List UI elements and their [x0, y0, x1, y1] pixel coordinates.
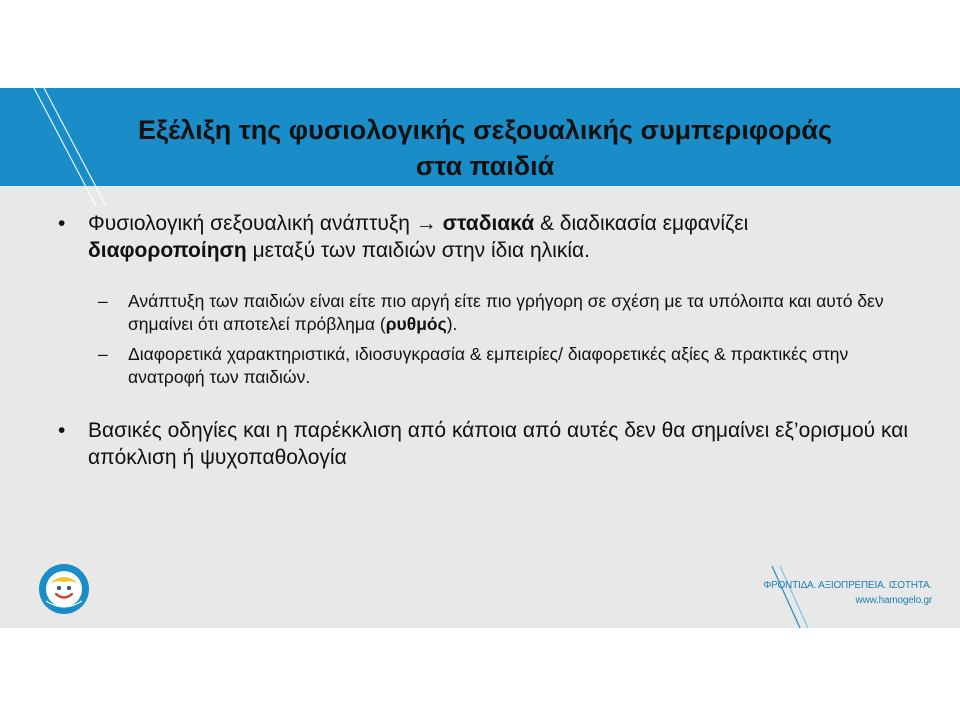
sub-bullet-text: Διαφορετικά χαρακτηριστικά, ιδιοσυγκρασία & εμπειρίες/ διαφορετικές αξίες & πρακτικές στην ανατροφή των παιδιών.	[128, 344, 849, 387]
hamogelo-logo-icon	[38, 563, 90, 615]
bullet-text: Βασικές οδηγίες και η παρέκκλιση από κάποια από αυτές δεν θα σημαίνει εξ’ορισμού και απόκλιση ή ψυχοπαθολογία	[88, 419, 908, 469]
bullet-mark: •	[58, 419, 66, 442]
slide	[0, 88, 960, 628]
sub-bullet-mark: –	[98, 291, 108, 311]
title-line-1: Εξέλιξη της φυσιολογικής σεξουαλικής συμπεριφοράς	[137, 115, 833, 145]
bold-term: διαφοροποίηση	[88, 239, 247, 262]
sub-bullet-item	[98, 343, 908, 389]
bullet-text: & διαδικασία εμφανίζει	[534, 212, 749, 235]
title-line-2: στα παιδιά	[415, 151, 555, 181]
footer-url: www.hamogelo.gr	[855, 595, 932, 606]
footer-text	[763, 578, 932, 608]
bullet-mark: •	[58, 212, 66, 235]
sub-bullet-text: ).	[446, 314, 458, 334]
bullet-text: Φυσιολογική σεξουαλική ανάπτυξη	[88, 212, 416, 235]
bullet-item	[58, 210, 908, 264]
slide-title	[0, 112, 960, 184]
slide-content	[58, 210, 908, 471]
bullet-text: μεταξύ των παιδιών στην ίδια ηλικία.	[246, 239, 590, 262]
bullet-item	[58, 417, 908, 471]
sub-bullet-item	[98, 290, 908, 336]
bold-term: σταδιακά	[442, 212, 535, 235]
bold-term: ρυθμός	[385, 314, 447, 334]
footer-tagline: ΦΡΟΝΤΙΔΑ. ΑΞΙΟΠΡΕΠΕΙΑ. ΙΣΟΤΗΤΑ.	[763, 580, 932, 591]
arrow-icon: →	[415, 212, 437, 235]
sub-bullet-mark: –	[98, 344, 108, 364]
sub-bullet-text: Ανάπτυξη των παιδιών είναι είτε πιο αργή είτε πιο γρήγορη σε σχέση με τα υπόλοιπα και αυτό δεν σημαίνει ότι αποτελεί πρόβλημα (	[128, 291, 884, 334]
sub-bullet-list	[98, 290, 908, 389]
